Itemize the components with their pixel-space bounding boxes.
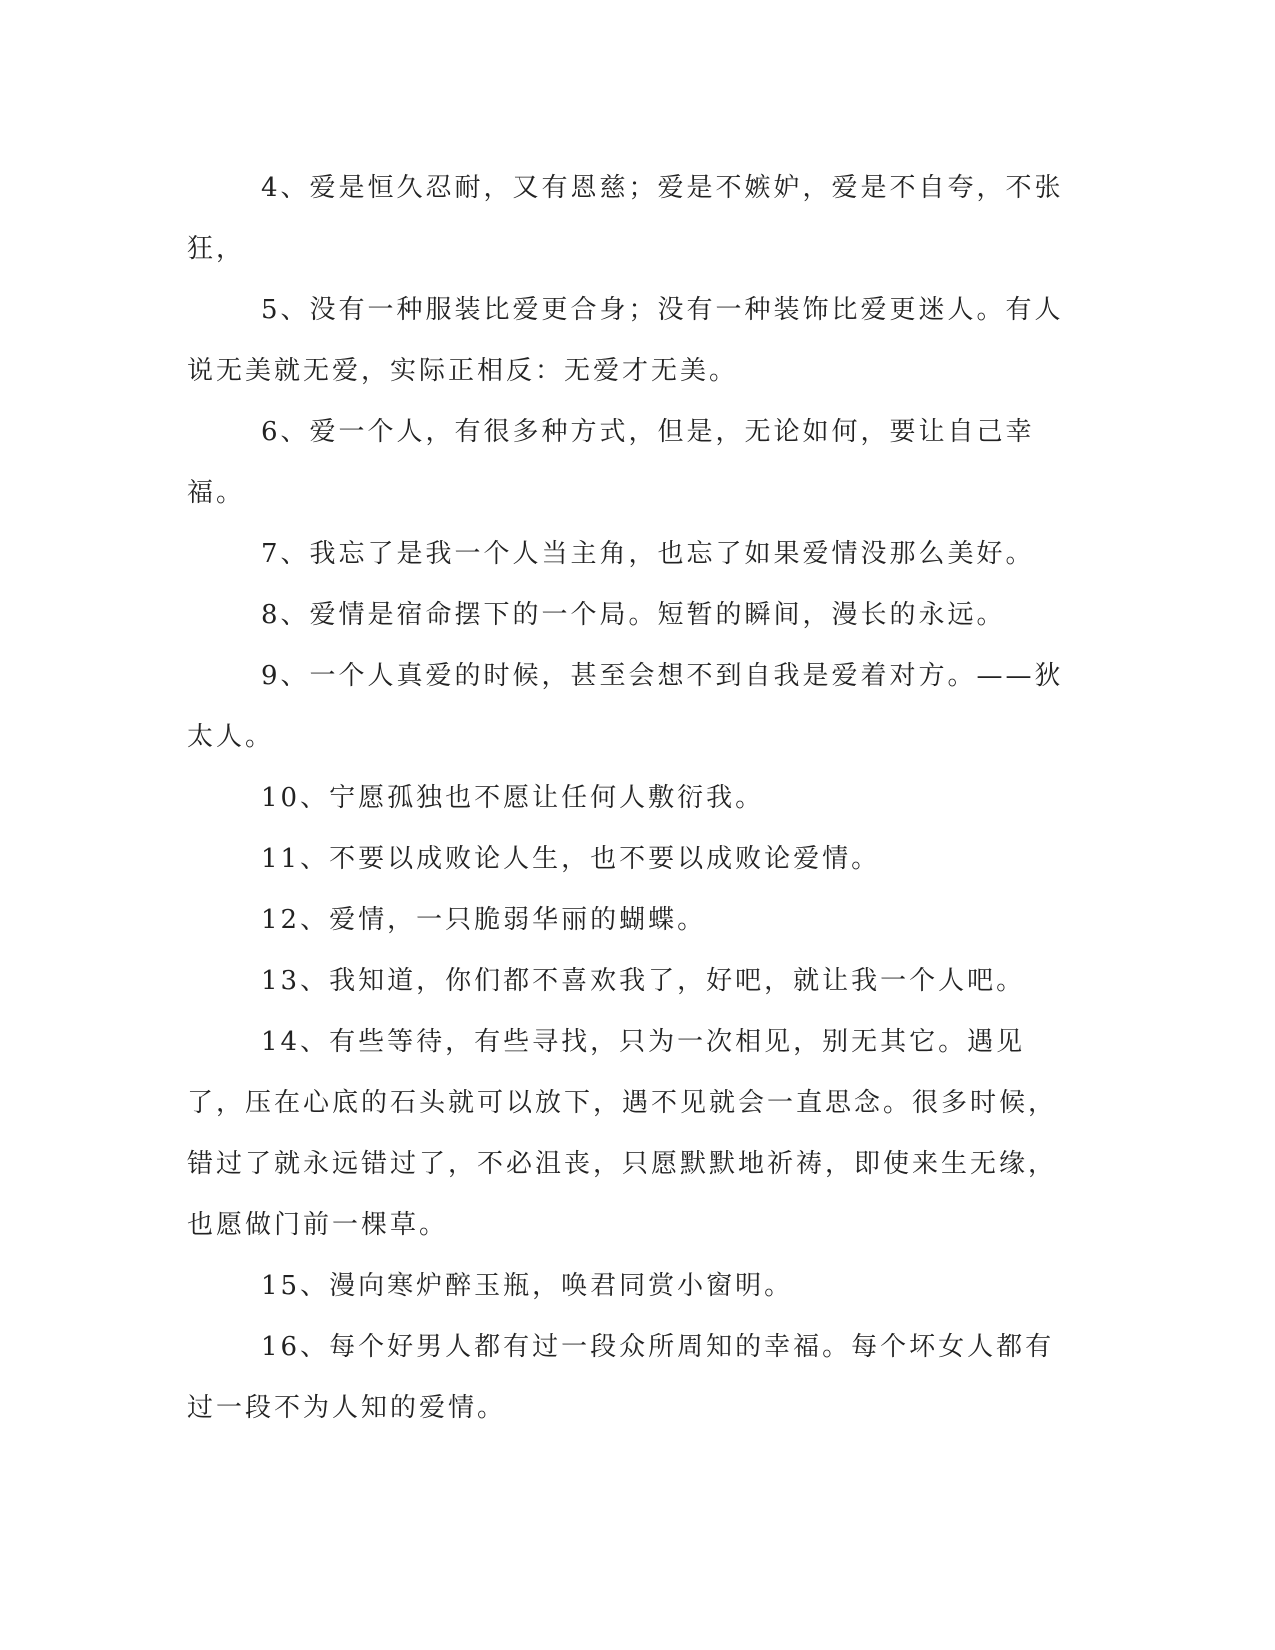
paragraph-8: 8、爱情是宿命摆下的一个局。短暂的瞬间，漫长的永远。 <box>261 600 1006 630</box>
paragraph-4: 4、爱是恒久忍耐，又有恩慈；爱是不嫉妒，爱是不自夸，不张狂， <box>187 173 1064 264</box>
paragraph-12: 12、爱情，一只脆弱华丽的蝴蝶。 <box>261 905 707 935</box>
paragraph-10: 10、宁愿孤独也不愿让任何人敷衍我。 <box>261 783 765 813</box>
paragraph-15: 15、漫向寒炉醉玉瓶，唤君同赏小窗明。 <box>261 1271 794 1301</box>
paragraph-11: 11、不要以成败论人生，也不要以成败论爱情。 <box>261 844 881 874</box>
paragraph-5: 5、没有一种服装比爱更合身；没有一种装饰比爱更迷人。有人说无美就无爱，实际正相反：无爱才无美。 <box>187 295 1064 386</box>
paragraph-9: 9、一个人真爱的时候，甚至会想不到自我是爱着对方。——狄太人。 <box>187 661 1064 752</box>
paragraph-14: 14、有些等待，有些寻找，只为一次相见，别无其它。遇见了，压在心底的石头就可以放下，遇不见就会一直思念。很多时候，错过了就永远错过了，不必沮丧，只愿默默地祈祷，即使来生无缘，也愿做门前一棵草。 <box>187 1027 1058 1240</box>
paragraph-7: 7、我忘了是我一个人当主角，也忘了如果爱情没那么美好。 <box>261 539 1035 569</box>
paragraph-16: 16、每个好男人都有过一段众所周知的幸福。每个坏女人都有过一段不为人知的爱情。 <box>187 1332 1055 1423</box>
paragraph-13: 13、我知道，你们都不喜欢我了，好吧，就让我一个人吧。 <box>261 966 1026 996</box>
paragraph-6: 6、爱一个人，有很多种方式，但是，无论如何，要让自己幸福。 <box>187 417 1035 508</box>
document-body <box>187 158 1067 1439</box>
